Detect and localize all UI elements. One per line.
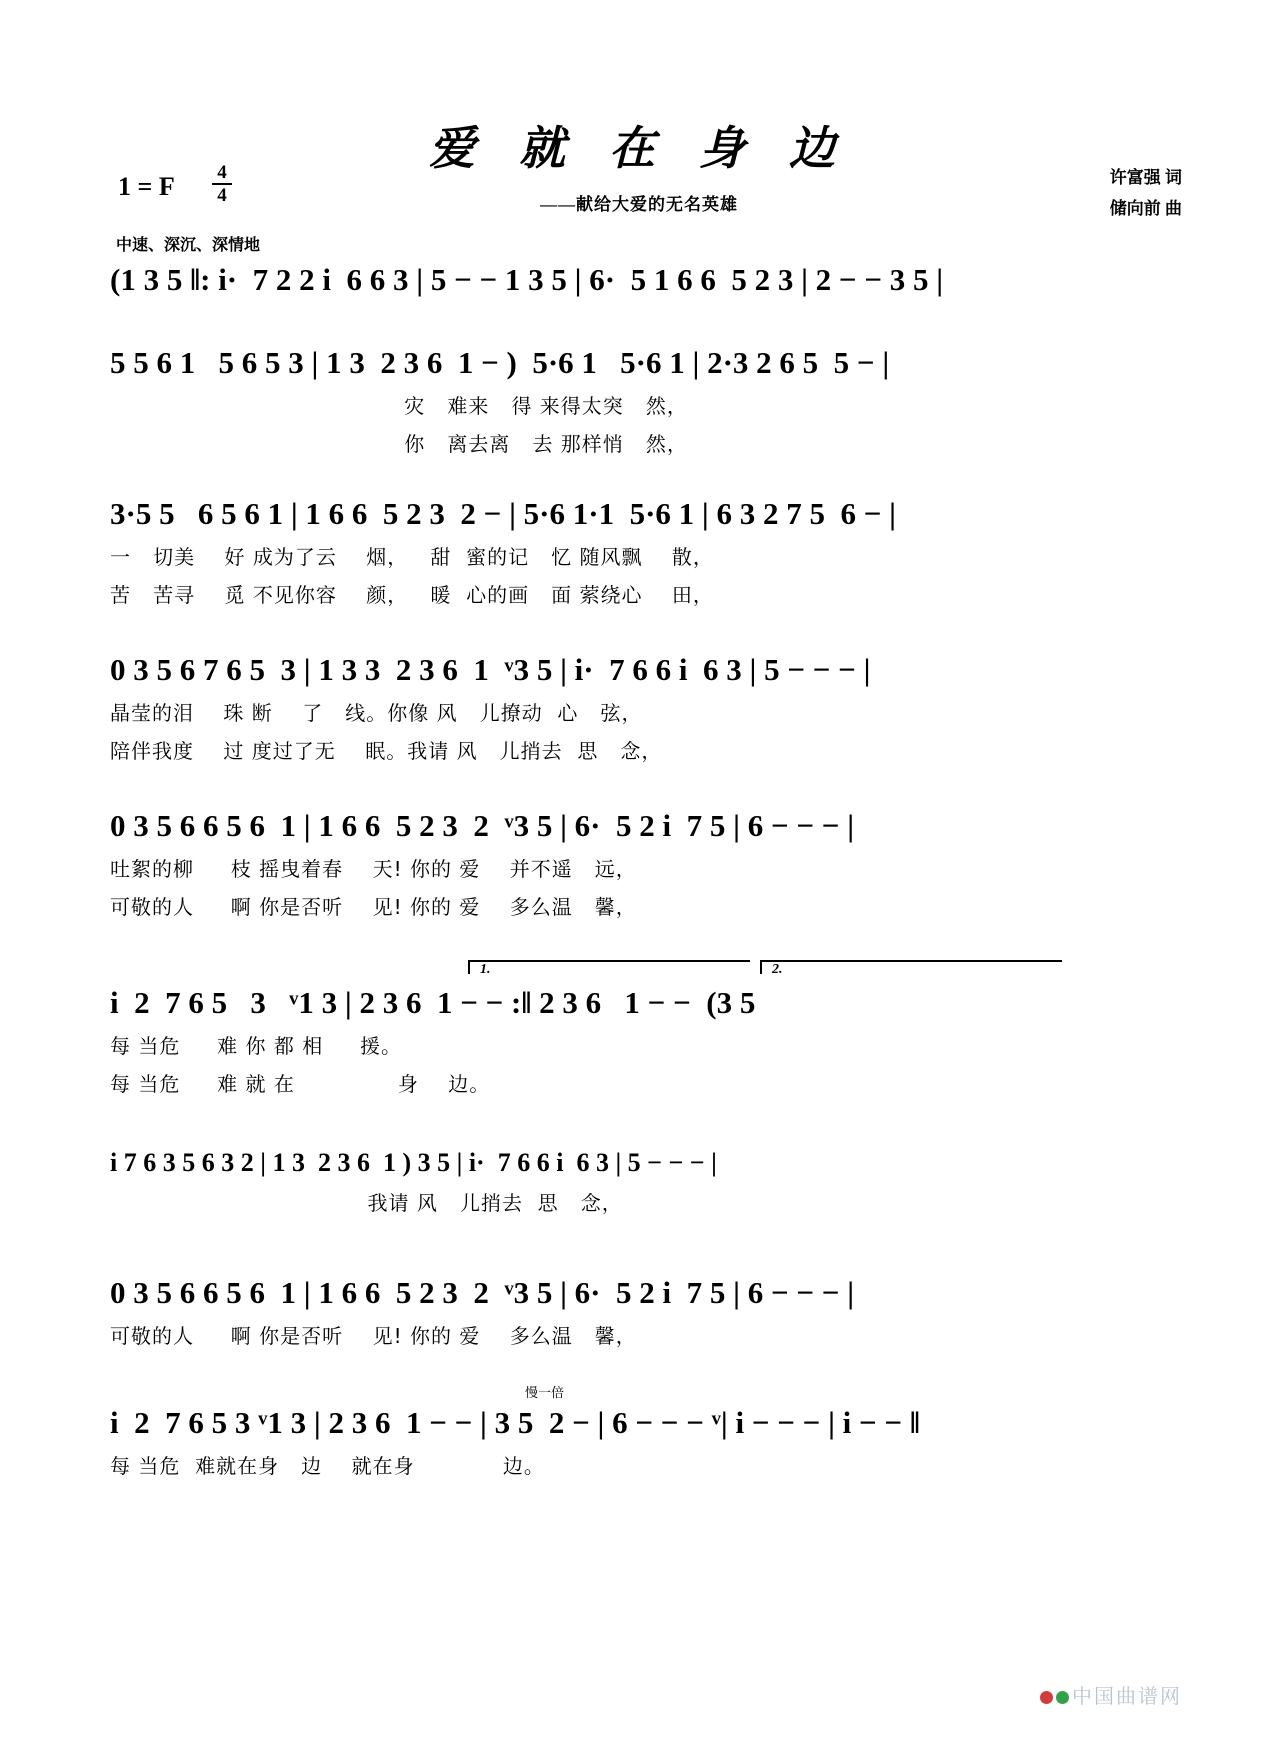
time-signature	[212, 163, 232, 205]
lyric-block	[110, 1317, 1170, 1355]
note-row: 0 3 5 6 7 6 5 3 | 1 3 3 2 3 6 1 ᵛ3 5 | i· 7 6 6 i 6 3 | 5 − − − |	[110, 652, 871, 687]
lyric-block	[110, 1447, 1170, 1485]
note-row: 0 3 5 6 6 5 6 1 | 1 6 6 5 2 3 2 ᵛ3 5 | 6· 5 2 i 7 5 | 6 − − − |	[110, 808, 855, 843]
music-system-1	[110, 262, 1170, 298]
volta-2-label: 2.	[772, 962, 783, 977]
volta-1-label: 1.	[480, 962, 491, 977]
slow-tempo-mark: 慢一倍	[525, 1386, 565, 1401]
composer-credit: 储向前 曲	[1109, 199, 1182, 219]
note-row: 5 5 6 1 5 6 5 3 | 1 3 2 3 6 1 − ) 5·6 1 5·6 1 | 2·3 2 6 5 5 − |	[110, 345, 890, 380]
lyric-block	[110, 850, 1170, 926]
lyric-block	[110, 538, 1170, 614]
lyric-verse-1: 每 当危 难就在身 边 就在身 边。	[110, 1453, 545, 1478]
tempo-expression-mark: 中速、深沉、深情地	[116, 237, 261, 254]
lyric-verse-1: 吐絮的柳 枝 摇曳着春 天! 你的 爱 并不遥 远，	[110, 856, 637, 881]
volta-2-bracket	[760, 960, 1062, 974]
lyric-verse-2: 可敬的人 啊 你是否听 见! 你的 爱 多么温 馨，	[110, 894, 637, 919]
credits	[1110, 162, 1182, 225]
lyric-block	[110, 1184, 1170, 1222]
music-system-5	[110, 808, 1170, 926]
lyric-verse-2: 你 离去离 去 那样悄 然，	[110, 431, 688, 456]
lyric-verse-1: 一 切美 好 成为了云 烟， 甜 蜜的记 忆 随风飘 散，	[110, 544, 714, 569]
note-row: (1 3 5 ‖: i· 7 2 2 i 6 6 3 | 5 − − 1 3 5 | 6· 5 1 6 6 5 2 3 | 2 − − 3 5 |	[110, 262, 944, 297]
lyric-verse-2: 苦 苦寻 觅 不见你容 颜， 暖 心的画 面 萦绕心 田，	[110, 582, 714, 607]
note-row: i 7 6 3 5 6 3 2 | 1 3 2 3 6 1 ) 3 5 | i· 7 6 6 i 6 3 | 5 − − − |	[110, 1148, 717, 1177]
note-row: i 2 7 6 5 3 ᵛ1 3 | 2 3 6 1 − − :‖ 2 3 6 1 − − (3 5	[110, 985, 756, 1020]
watermark-text: 中国曲谱网	[1072, 1684, 1182, 1708]
note-row: 3·5 5 6 5 6 1 | 1 6 6 5 2 3 2 − | 5·6 1·1 5·6 1 | 6 3 2 7 5 6 − |	[110, 496, 896, 531]
music-system-2	[110, 345, 1170, 463]
lyricist-credit: 许富强 词	[1109, 168, 1182, 187]
time-signature-numerator: 4	[217, 162, 227, 183]
lyric-verse-2: 每 当危 难 就 在 身 边。	[110, 1071, 491, 1096]
lyric-block	[110, 694, 1170, 770]
lyric-verse-1: 灾 难来 得 来得太突 然，	[110, 393, 688, 418]
lyric-verse-2: 陪伴我度 过 度过了无 眠。我请 风 儿捎去 思 念，	[110, 738, 663, 763]
music-system-9	[110, 1405, 1170, 1485]
song-title: 爱 就 在 身 边	[428, 121, 850, 175]
note-row: 0 3 5 6 6 5 6 1 | 1 6 6 5 2 3 2 ᵛ3 5 | 6· 5 2 i 7 5 | 6 − − − |	[110, 1275, 855, 1310]
music-system-4	[110, 652, 1170, 770]
watermark-dot-icon	[1040, 1691, 1053, 1704]
music-system-6	[110, 985, 1170, 1103]
volta-1-bracket	[468, 960, 750, 974]
lyric-verse-1: 晶莹的泪 珠 断 了 线。你像 风 儿撩动 心 弦，	[110, 700, 643, 725]
watermark-dot-green-icon	[1056, 1691, 1069, 1704]
site-watermark	[1040, 1680, 1182, 1709]
music-system-8	[110, 1275, 1170, 1355]
lyric-verse-1: 每 当危 难 你 都 相 援。	[110, 1033, 403, 1058]
time-signature-denominator: 4	[217, 185, 227, 206]
music-system-3	[110, 496, 1170, 614]
song-subtitle: ——献给大爱的无名英雄	[540, 195, 738, 214]
lyric-block	[110, 1027, 1170, 1103]
lyric-verse-1: 我请 风 儿捎去 思 念，	[110, 1190, 623, 1215]
music-system-7	[110, 1148, 1170, 1222]
lyric-block	[110, 387, 1170, 463]
note-row: i 2 7 6 5 3 ᵛ1 3 | 2 3 6 1 − − | 3 5 2 − | 6 − − − ᵛ| i − − − | i − − ‖	[110, 1405, 920, 1440]
lyric-verse-1: 可敬的人 啊 你是否听 见! 你的 爱 多么温 馨，	[110, 1323, 637, 1348]
key-signature: 1 = F	[118, 172, 175, 201]
